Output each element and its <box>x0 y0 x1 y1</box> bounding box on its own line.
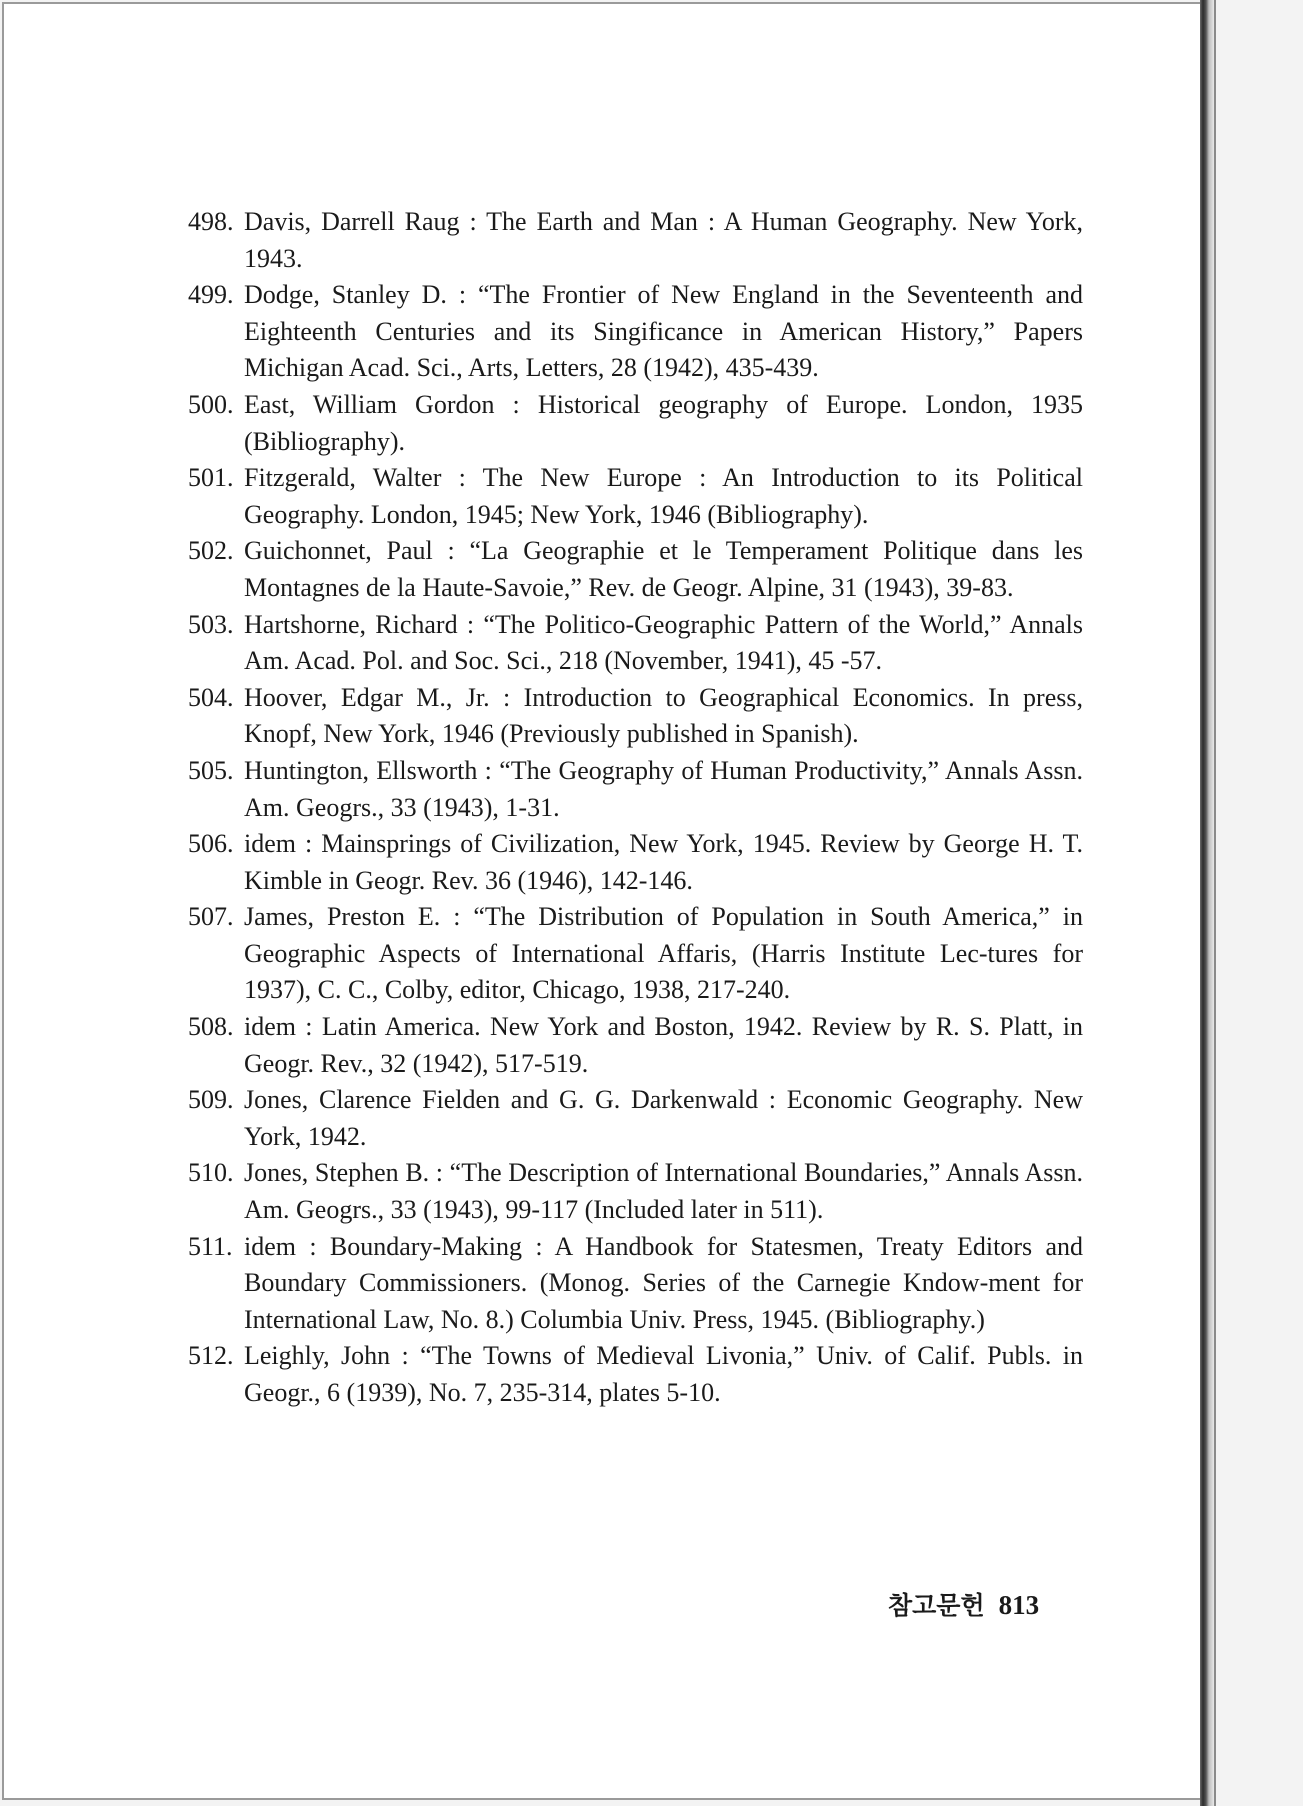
running-footer-title: 참고문헌 <box>888 1591 985 1620</box>
reference-text: Fitzgerald, Walter : The New Europe : An Introduction to its Political Geography. London, 1945; New York, 1946 (Bibliography). <box>244 463 1083 529</box>
reference-number: 503. <box>188 609 234 639</box>
reference-number: 507. <box>188 902 234 932</box>
reference-item <box>188 204 1083 277</box>
reference-item <box>188 1009 1083 1082</box>
reference-number: 501. <box>188 463 234 493</box>
page-footer <box>888 1586 1039 1622</box>
reference-number: 498. <box>188 207 234 236</box>
reference-text: Dodge, Stanley D. : “The Frontier of New England in the Seventeenth and Eighteenth Centuries and its Singificance in American History,” Papers Michigan Acad. Sci., Arts, Letters, 28 (1942), 435-439. <box>244 280 1083 383</box>
reference-item <box>188 1338 1083 1411</box>
reference-number: 510. <box>188 1158 234 1188</box>
reference-text: Huntington, Ellsworth : “The Geography of Human Productivity,” Annals Assn. Am. Geogrs., 33 (1943), 1-31. <box>244 755 1083 822</box>
reference-number: 508. <box>188 1012 234 1042</box>
reference-item <box>188 460 1083 533</box>
book-spine <box>1200 0 1214 1806</box>
reference-text: East, William Gordon : Historical geography of Europe. London, 1935 (Bibliography). <box>244 389 1083 456</box>
reference-text: Hartshorne, Richard : “The Politico-Geographic Pattern of the World,” Annals Am. Acad. Pol. and Soc. Sci., 218 (November, 1941), 45 -57. <box>244 609 1083 676</box>
reference-text: idem : Latin America. New York and Boston, 1942. Review by R. S. Platt, in Geogr. Rev., 32 (1942), 517-519. <box>244 1012 1083 1078</box>
reference-number: 505. <box>188 755 234 785</box>
reference-item <box>188 1155 1083 1228</box>
reference-item <box>188 607 1083 680</box>
reference-item <box>188 277 1083 387</box>
spine-edge <box>1214 0 1216 1806</box>
reference-text: James, Preston E. : “The Distribution of Population in South America,” in Geographic Aspects of International Affaris, (Harris Institute Lec-tures for 1937), C. C., Colby, editor, Chicago, 1938, 217-240. <box>244 902 1083 1005</box>
reference-text: Guichonnet, Paul : “La Geographie et le Temperament Politique dans les Montagnes de la Haute-Savoie,” Rev. de Geogr. Alpine, 31 (1943), 39-83. <box>244 536 1083 602</box>
reference-text: idem : Mainsprings of Civilization, New York, 1945. Review by George H. T. Kimble in Geogr. Rev. 36 (1946), 142-146. <box>244 829 1083 895</box>
reference-item <box>188 387 1083 460</box>
reference-text: Jones, Stephen B. : “The Description of International Boundaries,” Annals Assn. Am. Geogrs., 33 (1943), 99-117 (Included later in 511). <box>244 1158 1083 1225</box>
reference-number: 512. <box>188 1341 234 1371</box>
reference-number: 506. <box>188 829 234 859</box>
reference-item <box>188 826 1083 899</box>
reference-number: 509. <box>188 1085 234 1115</box>
reference-number: 499. <box>188 280 234 310</box>
reference-item <box>188 533 1083 606</box>
reference-text: idem : Boundary-Making : A Handbook for Statesmen, Treaty Editors and Boundary Commissioners. (Monog. Series of the Carnegie Kndow-ment for International Law, No. 8.) Columbia Univ. Press, 1945. (Bibliography.) <box>244 1231 1083 1334</box>
reference-text: Leighly, John : “The Towns of Medieval Livonia,” Univ. of Calif. Publs. in Geogr., 6 (1939), No. 7, 235-314, plates 5-10. <box>244 1341 1083 1407</box>
reference-number: 500. <box>188 389 234 419</box>
reference-list <box>188 204 1083 1412</box>
reference-item <box>188 753 1083 826</box>
reference-text: Hoover, Edgar M., Jr. : Introduction to Geographical Economics. In press, Knopf, New York, 1946 (Previously published in Spanish). <box>244 682 1083 749</box>
reference-item <box>188 899 1083 1009</box>
reference-number: 502. <box>188 536 234 566</box>
reference-item <box>188 1082 1083 1155</box>
reference-item <box>188 680 1083 753</box>
page-number: 813 <box>998 1590 1040 1620</box>
reference-number: 511. <box>188 1231 233 1261</box>
reference-text: Jones, Clarence Fielden and G. G. Darkenwald : Economic Geography. New York, 1942. <box>244 1085 1083 1151</box>
reference-number: 504. <box>188 682 234 712</box>
reference-item <box>188 1229 1083 1339</box>
reference-text: Davis, Darrell Raug : The Earth and Man : A Human Geography. New York, 1943. <box>244 207 1083 273</box>
